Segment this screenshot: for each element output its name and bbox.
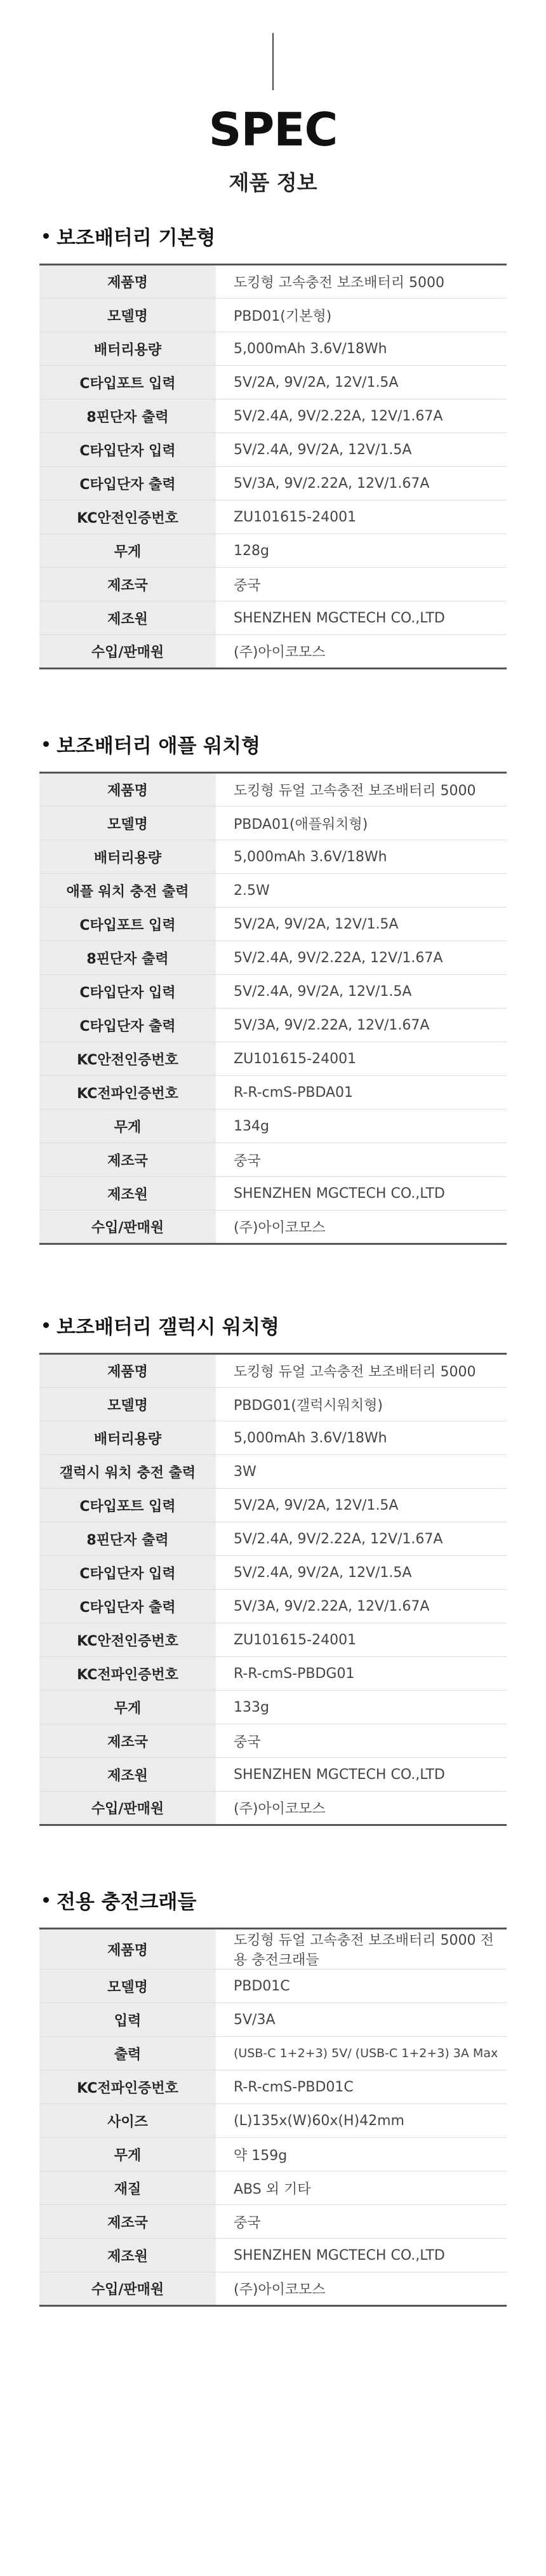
- table-row: [39, 1211, 507, 1244]
- spec-value: 5V/2.4A, 9V/2A, 12V/1.5A: [216, 1556, 507, 1590]
- spec-label: 수입/판매원: [39, 1792, 216, 1825]
- spec-label: 제조원: [39, 1177, 216, 1211]
- section-heading: [39, 1308, 507, 1341]
- spec-value: SHENZHEN MGCTECH CO.,LTD: [216, 2239, 507, 2272]
- spec-label: 8핀단자 출력: [39, 941, 216, 975]
- spec-value: 5V/2.4A, 9V/2.22A, 12V/1.67A: [216, 399, 507, 433]
- table-row: [39, 500, 507, 534]
- table-row: [39, 1758, 507, 1792]
- spec-label: 수입/판매원: [39, 2272, 216, 2306]
- spec-label: C타입단자 출력: [39, 1009, 216, 1042]
- spec-table: [39, 772, 507, 1245]
- spec-value: R-R-cmS-PBDG01: [216, 1657, 507, 1691]
- table-row: [39, 975, 507, 1009]
- table-row: [39, 1929, 507, 1969]
- spec-label: 제품명: [39, 265, 216, 299]
- spec-label: 제품명: [39, 773, 216, 807]
- table-row: [39, 2272, 507, 2306]
- section-heading: [39, 727, 507, 760]
- spec-value: 5V/3A: [216, 2003, 507, 2037]
- spec-value: 5V/2A, 9V/2A, 12V/1.5A: [216, 1489, 507, 1522]
- spec-label: 제조국: [39, 568, 216, 601]
- spec-label: KC전파인증번호: [39, 2070, 216, 2104]
- spec-value: 중국: [216, 1143, 507, 1177]
- table-row: [39, 2003, 507, 2037]
- spec-value: 중국: [216, 568, 507, 601]
- table-row: [39, 1489, 507, 1522]
- spec-value: (주)아이코모스: [234, 2282, 326, 2298]
- spec-label: KC안전인증번호: [39, 500, 216, 534]
- spec-label: KC전파인증번호: [39, 1076, 216, 1110]
- spec-value: ZU101615-24001: [216, 500, 507, 534]
- spec-label: 모델명: [39, 807, 216, 840]
- table-row: [39, 467, 507, 500]
- table-row: [39, 332, 507, 366]
- spec-value: 5V/2.4A, 9V/2A, 12V/1.5A: [216, 975, 507, 1009]
- spec-value: SHENZHEN MGCTECH CO.,LTD: [216, 1758, 507, 1792]
- table-row: [39, 1076, 507, 1110]
- table-row: [39, 1792, 507, 1825]
- table-row: [39, 1724, 507, 1758]
- spec-value: 5,000mAh 3.6V/18Wh: [216, 1421, 507, 1455]
- page-title: SPEC: [208, 103, 338, 156]
- spec-label: C타입포트 입력: [39, 366, 216, 399]
- spec-label: C타입단자 입력: [39, 1556, 216, 1590]
- spec-label: 모델명: [39, 299, 216, 332]
- bullet-icon: [43, 233, 49, 239]
- spec-value: ZU101615-24001: [216, 1623, 507, 1657]
- spec-value: 5V/2.4A, 9V/2.22A, 12V/1.67A: [216, 941, 507, 975]
- table-row: [39, 635, 507, 669]
- section-title: 전용 충전크래들: [57, 1890, 197, 1914]
- spec-section: [39, 219, 507, 669]
- spec-label: C타입단자 출력: [39, 467, 216, 500]
- section-heading: [39, 219, 507, 252]
- table-row: [39, 807, 507, 840]
- spec-label: 제조원: [39, 1758, 216, 1792]
- spec-value: 5V/2A, 9V/2A, 12V/1.5A: [216, 908, 507, 941]
- spec-value: PBDG01(갤럭시워치형): [216, 1388, 507, 1421]
- spec-value: 5,000mAh 3.6V/18Wh: [216, 840, 507, 874]
- spec-label: 갤럭시 워치 충전 출력: [39, 1455, 216, 1489]
- spec-value: 중국: [216, 1724, 507, 1758]
- spec-label: 무게: [39, 1110, 216, 1143]
- table-row: [39, 2171, 507, 2205]
- spec-table: [39, 1353, 507, 1826]
- spec-value: (주)아이코모스: [234, 645, 326, 661]
- spec-value: 약 159g: [216, 2138, 507, 2171]
- spec-value: 도킹형 듀얼 고속충전 보조배터리 5000 전용 충전크래들: [216, 1929, 507, 1969]
- spec-value: (L)135x(W)60x(H)42mm: [216, 2104, 507, 2138]
- spec-label: 제품명: [39, 1929, 216, 1969]
- spec-value: R-R-cmS-PBD01C: [216, 2070, 507, 2104]
- top-divider-line: [272, 33, 274, 90]
- spec-value: PBDA01(애플워치형): [216, 807, 507, 840]
- table-row: [39, 1657, 507, 1691]
- page-subtitle: 제품 정보: [229, 170, 317, 195]
- spec-value: ABS 외 기타: [216, 2171, 507, 2205]
- table-row: [39, 399, 507, 433]
- spec-label: KC안전인증번호: [39, 1623, 216, 1657]
- bullet-icon: [43, 1322, 49, 1328]
- table-row: [39, 433, 507, 467]
- spec-value: 5V/2.4A, 9V/2A, 12V/1.5A: [216, 433, 507, 467]
- table-row: [39, 1421, 507, 1455]
- spec-value: 5V/3A, 9V/2.22A, 12V/1.67A: [216, 1590, 507, 1623]
- spec-label: KC전파인증번호: [39, 1657, 216, 1691]
- table-row: [39, 1110, 507, 1143]
- table-row: [39, 874, 507, 908]
- spec-label: 모델명: [39, 1388, 216, 1421]
- section-heading: [39, 1883, 507, 1916]
- table-row: [39, 773, 507, 807]
- spec-value: (주)아이코모스: [234, 1801, 326, 1817]
- spec-value: 5V/3A, 9V/2.22A, 12V/1.67A: [216, 467, 507, 500]
- spec-label: 무게: [39, 1691, 216, 1724]
- spec-value: 5V/2A, 9V/2A, 12V/1.5A: [216, 366, 507, 399]
- table-row: [39, 2239, 507, 2272]
- spec-label: KC안전인증번호: [39, 1042, 216, 1076]
- spec-label: 사이즈: [39, 2104, 216, 2138]
- table-row: [39, 568, 507, 601]
- bullet-icon: [43, 1897, 49, 1903]
- spec-value: 3W: [216, 1455, 507, 1489]
- spec-value: 5V/3A, 9V/2.22A, 12V/1.67A: [216, 1009, 507, 1042]
- spec-label: 제조원: [39, 601, 216, 635]
- spec-label: C타입포트 입력: [39, 1489, 216, 1522]
- spec-label: 배터리용량: [39, 1421, 216, 1455]
- spec-value: 133g: [216, 1691, 507, 1724]
- table-row: [39, 1042, 507, 1076]
- spec-label: 입력: [39, 2003, 216, 2037]
- spec-label: 제조국: [39, 1143, 216, 1177]
- table-row: [39, 1969, 507, 2003]
- spec-value: 134g: [216, 1110, 507, 1143]
- spec-label: 수입/판매원: [39, 1211, 216, 1244]
- bullet-icon: [43, 741, 49, 747]
- table-row: [39, 2205, 507, 2239]
- spec-label: 8핀단자 출력: [39, 399, 216, 433]
- spec-section: [39, 1883, 507, 2307]
- spec-value: 128g: [216, 534, 507, 568]
- spec-label: 제품명: [39, 1354, 216, 1388]
- spec-value: ZU101615-24001: [216, 1042, 507, 1076]
- table-row: [39, 840, 507, 874]
- spec-label: C타입포트 입력: [39, 908, 216, 941]
- spec-label: 출력: [39, 2037, 216, 2070]
- table-row: [39, 1354, 507, 1388]
- section-title: 보조배터리 기본형: [57, 226, 216, 250]
- spec-value: PBD01C: [216, 1969, 507, 2003]
- spec-section: [39, 727, 507, 1245]
- spec-value: (USB-C 1+2+3) 5V/ (USB-C 1+2+3) 3A Max: [216, 2037, 507, 2070]
- spec-value: 2.5W: [216, 874, 507, 908]
- table-row: [39, 1388, 507, 1421]
- spec-value: PBD01(기본형): [216, 299, 507, 332]
- spec-value: 5,000mAh 3.6V/18Wh: [216, 332, 507, 366]
- table-row: [39, 299, 507, 332]
- spec-label: 제조원: [39, 2239, 216, 2272]
- table-row: [39, 1556, 507, 1590]
- spec-value: (주)아이코모스: [234, 1220, 326, 1236]
- table-row: [39, 2037, 507, 2070]
- table-row: [39, 1590, 507, 1623]
- spec-value: 중국: [216, 2205, 507, 2239]
- spec-label: 모델명: [39, 1969, 216, 2003]
- spec-label: C타입단자 입력: [39, 433, 216, 467]
- table-row: [39, 601, 507, 635]
- spec-value: SHENZHEN MGCTECH CO.,LTD: [216, 1177, 507, 1211]
- table-row: [39, 1009, 507, 1042]
- spec-value: SHENZHEN MGCTECH CO.,LTD: [216, 601, 507, 635]
- section-title: 보조배터리 애플 워치형: [57, 734, 261, 758]
- table-row: [39, 941, 507, 975]
- spec-value: 도킹형 고속충전 보조배터리 5000: [216, 265, 507, 299]
- spec-value: 도킹형 듀얼 고속충전 보조배터리 5000: [216, 1354, 507, 1388]
- table-row: [39, 2104, 507, 2138]
- spec-label: 재질: [39, 2171, 216, 2205]
- spec-label: 애플 워치 충전 출력: [39, 874, 216, 908]
- spec-label: 무게: [39, 2138, 216, 2171]
- table-row: [39, 534, 507, 568]
- table-row: [39, 1623, 507, 1657]
- table-row: [39, 265, 507, 299]
- spec-value: 도킹형 듀얼 고속충전 보조배터리 5000: [216, 773, 507, 807]
- table-row: [39, 1455, 507, 1489]
- table-row: [39, 2070, 507, 2104]
- table-row: [39, 1177, 507, 1211]
- spec-table: [39, 264, 507, 669]
- spec-label: 8핀단자 출력: [39, 1522, 216, 1556]
- spec-value: 5V/2.4A, 9V/2.22A, 12V/1.67A: [216, 1522, 507, 1556]
- table-row: [39, 1143, 507, 1177]
- spec-label: C타입단자 출력: [39, 1590, 216, 1623]
- spec-value: R-R-cmS-PBDA01: [216, 1076, 507, 1110]
- spec-section: [39, 1308, 507, 1826]
- table-row: [39, 366, 507, 399]
- spec-label: 배터리용량: [39, 332, 216, 366]
- table-row: [39, 1691, 507, 1724]
- spec-label: 제조국: [39, 1724, 216, 1758]
- spec-label: 수입/판매원: [39, 635, 216, 669]
- section-title: 보조배터리 갤럭시 워치형: [57, 1315, 279, 1339]
- spec-label: C타입단자 입력: [39, 975, 216, 1009]
- spec-label: 제조국: [39, 2205, 216, 2239]
- table-row: [39, 1522, 507, 1556]
- spec-label: 무게: [39, 534, 216, 568]
- spec-table: [39, 1928, 507, 2307]
- table-row: [39, 2138, 507, 2171]
- table-row: [39, 908, 507, 941]
- spec-label: 배터리용량: [39, 840, 216, 874]
